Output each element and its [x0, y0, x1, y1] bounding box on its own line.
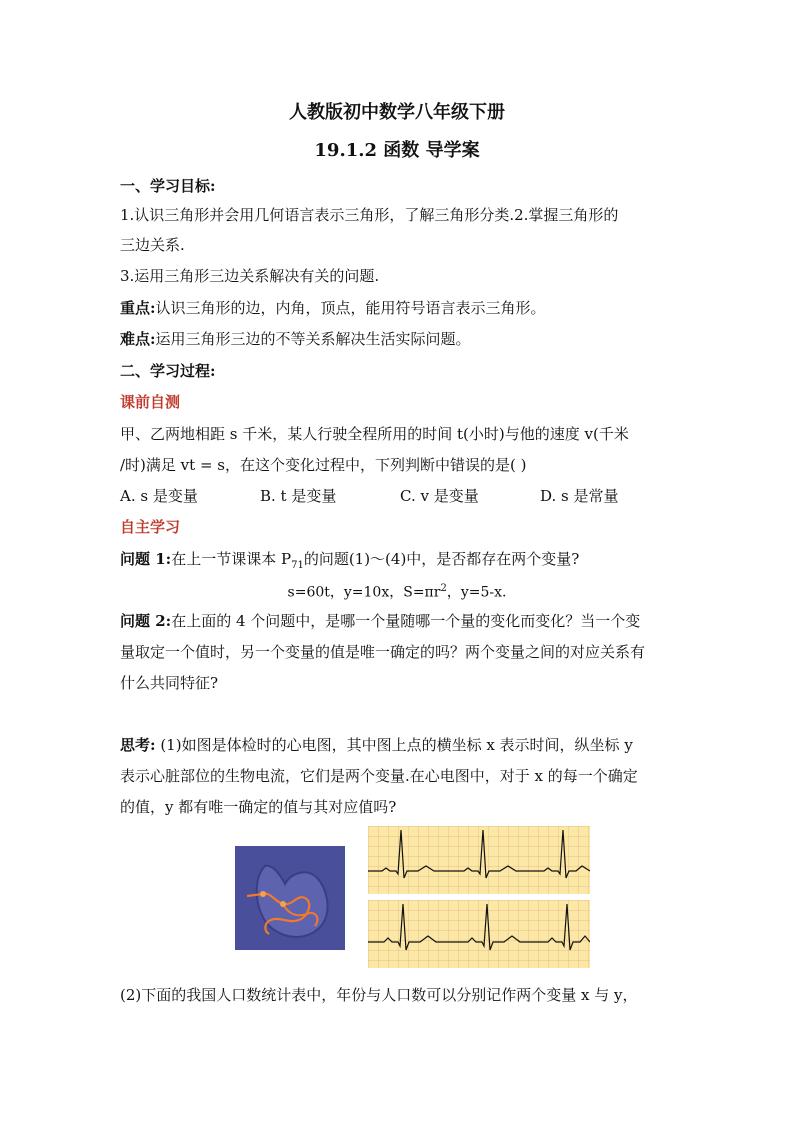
problem-2-line-3: 什么共同特征? — [120, 674, 219, 692]
problem-1-label: 问题 1: — [120, 550, 172, 568]
goals-line-1: 1.认识三角形并会用几何语言表示三角形，了解三角形分类.2.掌握三角形的 — [120, 206, 619, 224]
self-study-heading: 自主学习 — [120, 518, 181, 536]
process-heading: 二、学习过程: — [120, 362, 216, 380]
hard-text: 运用三角形三边的不等关系解决生活实际问题。 — [155, 330, 471, 348]
problem-1-subscript: 71 — [291, 560, 304, 571]
option-a: A. s 是变量 — [120, 487, 198, 505]
think-label: 思考: — [120, 736, 156, 754]
formula-b: ，y=5-x. — [446, 584, 507, 601]
sa-node — [260, 891, 266, 897]
think-line-1 — [120, 735, 680, 755]
heart-illustration — [235, 846, 345, 950]
options-row — [120, 486, 680, 506]
question-line-1: 甲、乙两地相距 s 千米，某人行驶全程所用的时间 t(小时)与他的速度 v(千米 — [120, 425, 629, 443]
key-text: 认识三角形的边，内角，顶点，能用符号语言表示三角形。 — [155, 299, 546, 317]
ecg-strip-top — [368, 826, 590, 894]
problem-1-text-b: 的问题(1)～(4)中，是否都存在两个变量? — [303, 550, 580, 568]
formula-superscript: 2 — [440, 583, 447, 594]
formula-line — [0, 579, 794, 603]
hard-label: 难点: — [120, 330, 156, 348]
key-point — [120, 298, 680, 318]
think-line-3: 的值，y 都有唯一确定的值与其对应值吗? — [120, 798, 397, 816]
problem-1 — [120, 549, 680, 576]
problem-2-line-2: 量取定一个值时，另一个变量的值是唯一确定的吗？两个变量之间的对应关系有 — [120, 643, 646, 661]
problem-2-label: 问题 2: — [120, 612, 172, 630]
goals-line-3: 3.运用三角形三边关系解决有关的问题. — [120, 267, 380, 285]
problem-2 — [120, 611, 680, 631]
problem-2-line-1: 在上面的 4 个问题中，是哪一个量随哪一个量的变化而变化？当一个变 — [171, 612, 641, 630]
hard-point — [120, 329, 680, 349]
last-line: (2)下面的我国人口数统计表中，年份与人口数可以分别记作两个变量 x 与 y， — [120, 986, 638, 1004]
av-node — [280, 901, 286, 907]
option-b: B. t 是变量 — [260, 487, 337, 505]
document-title: 人教版初中数学八年级下册 — [289, 102, 505, 123]
formula-a: s=60t，y=10x，S=πr — [287, 584, 441, 601]
pretest-heading: 课前自测 — [120, 393, 181, 411]
problem-1-text-a: 在上一节课课本 P — [171, 550, 292, 568]
document-subtitle: 19.1.2 函数 导学案 — [314, 140, 480, 161]
option-c: C. v 是变量 — [400, 487, 479, 505]
ecg-strip-bottom — [368, 900, 590, 968]
goals-heading: 一、学习目标: — [120, 177, 216, 195]
key-label: 重点: — [120, 299, 156, 317]
option-d: D. s 是常量 — [540, 487, 619, 505]
question-line-2: /时)满足 vt = s，在这个变化过程中，下列判断中错误的是( ) — [120, 456, 527, 474]
goals-line-2: 三边关系. — [120, 236, 185, 254]
think-line-2: 表示心脏部位的生物电流，它们是两个变量.在心电图中，对于 x 的每一个确定 — [120, 767, 638, 785]
think-text-1: (1)如图是体检时的心电图，其中图上点的横坐标 x 表示时间，纵坐标 y — [155, 736, 633, 754]
